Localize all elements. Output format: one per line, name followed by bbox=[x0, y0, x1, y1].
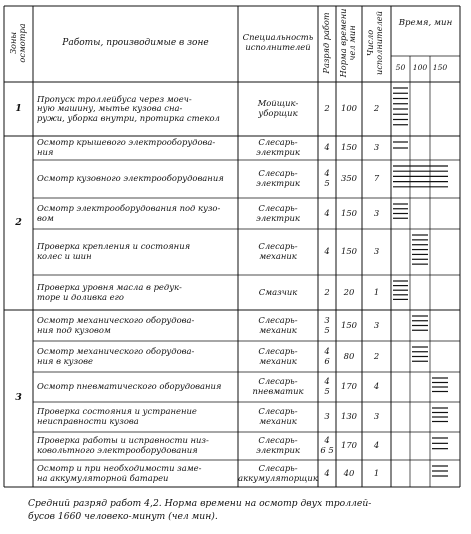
footnote: Средний разряд работ 4,2. Норма времени на осмотр двух троллей- бусов 1660 человеко-минут (чел мин). bbox=[28, 498, 372, 523]
row-grade: 4 bbox=[324, 467, 330, 478]
row-count: 3 bbox=[373, 207, 380, 218]
header-work: Работы, производимые в зоне bbox=[62, 37, 209, 48]
header-specialty: Специальность исполнителей bbox=[242, 32, 314, 52]
row-count: 7 bbox=[373, 173, 380, 184]
row-specialty: Слесарь- механик bbox=[258, 406, 298, 426]
row-count: 3 bbox=[373, 319, 380, 330]
row-norm: 130 bbox=[341, 411, 357, 422]
header-count: Число исполнителей bbox=[365, 11, 385, 75]
time-tick-label: 100 bbox=[412, 62, 428, 72]
row-specialty: Слесарь- пневматик bbox=[252, 376, 304, 396]
row-work: Осмотр и при необходимости заме- на аккумуляторной батареи bbox=[37, 462, 202, 483]
row-grade: 3 bbox=[324, 411, 330, 422]
row-specialty: Смазчик bbox=[258, 286, 298, 297]
row-count: 4 bbox=[373, 381, 380, 392]
row-specialty: Слесарь- электрик bbox=[256, 137, 300, 157]
row-count: 3 bbox=[373, 142, 380, 153]
row-work: Проверка уровня масла в редук- торе и доливка его bbox=[37, 281, 182, 302]
row-count: 1 bbox=[373, 286, 380, 297]
row-specialty: Слесарь- механик bbox=[258, 314, 298, 335]
row-norm: 150 bbox=[341, 246, 357, 257]
row-count: 2 bbox=[373, 350, 380, 361]
row-work: Осмотр пневматического оборудования bbox=[37, 381, 222, 392]
zone-number: 2 bbox=[15, 216, 22, 228]
row-count: 2 bbox=[373, 103, 380, 114]
row-work: Осмотр электрооборудования под кузо- вом bbox=[37, 202, 221, 223]
row-grade: 2 bbox=[324, 286, 330, 297]
row-norm: 20 bbox=[343, 286, 355, 297]
row-specialty: Мойщик- уборщик bbox=[257, 98, 299, 118]
zone-number: 3 bbox=[15, 392, 22, 404]
row-grade: 4 bbox=[324, 142, 330, 153]
row-norm: 170 bbox=[341, 381, 357, 392]
row-norm: 150 bbox=[341, 319, 357, 330]
row-count: 1 bbox=[373, 467, 380, 478]
row-specialty: Слесарь- аккумуляторщик bbox=[238, 462, 318, 483]
row-work: Осмотр механического оборудова- ния в кузове bbox=[37, 345, 195, 366]
row-specialty: Слесарь- электрик bbox=[256, 202, 300, 223]
row-count: 4 bbox=[373, 440, 380, 451]
row-work: Пропуск троллейбуса через моеч- ную машину, мытье кузова сна- ружи, уборка внутри, протирка стекол bbox=[37, 93, 220, 123]
row-norm: 80 bbox=[343, 350, 355, 361]
row-norm: 350 bbox=[341, 173, 357, 184]
row-specialty: Слесарь- электрик bbox=[256, 435, 300, 455]
row-norm: 170 bbox=[341, 440, 357, 451]
row-work: Проверка крепления и состояния колес и шин bbox=[37, 241, 191, 261]
row-norm: 100 bbox=[341, 103, 357, 114]
header-grade: Разряд работ bbox=[321, 12, 331, 74]
row-norm: 150 bbox=[341, 142, 357, 153]
time-tick-label: 150 bbox=[432, 62, 448, 72]
row-grade: 4 6 5 bbox=[320, 435, 334, 455]
row-grade: 4 5 bbox=[324, 168, 330, 188]
row-norm: 40 bbox=[343, 467, 355, 478]
header-time: Время, мин bbox=[398, 18, 453, 29]
row-grade: 3 5 bbox=[324, 314, 330, 335]
row-work: Осмотр крышевого электрооборудова- ния bbox=[37, 137, 216, 157]
row-work: Осмотр кузовного электрооборудования bbox=[37, 173, 224, 184]
row-specialty: Слесарь- механик bbox=[258, 345, 298, 366]
row-work: Проверка состояния и устранение неисправности кузова bbox=[37, 406, 197, 426]
row-count: 3 bbox=[373, 246, 380, 257]
row-grade: 2 bbox=[324, 103, 330, 114]
row-work: Проверка работы и исправности низ- ковольтного электрооборудования bbox=[37, 435, 209, 455]
row-specialty: Слесарь- механик bbox=[258, 241, 298, 261]
row-grade: 4 5 bbox=[324, 376, 330, 396]
row-norm: 150 bbox=[341, 207, 357, 218]
row-count: 3 bbox=[373, 411, 380, 422]
row-work: Осмотр механического оборудова- ния под кузовом bbox=[37, 314, 195, 335]
row-grade: 4 6 bbox=[324, 345, 330, 366]
zone-number: 1 bbox=[15, 102, 22, 114]
row-grade: 4 bbox=[324, 207, 330, 218]
row-grade: 4 bbox=[324, 246, 330, 257]
header-zone: Зоны осмотра bbox=[8, 23, 28, 63]
row-specialty: Слесарь- электрик bbox=[256, 168, 300, 188]
header-norm: Норма времени чел мин bbox=[338, 8, 358, 78]
time-tick-label: 50 bbox=[395, 62, 406, 72]
